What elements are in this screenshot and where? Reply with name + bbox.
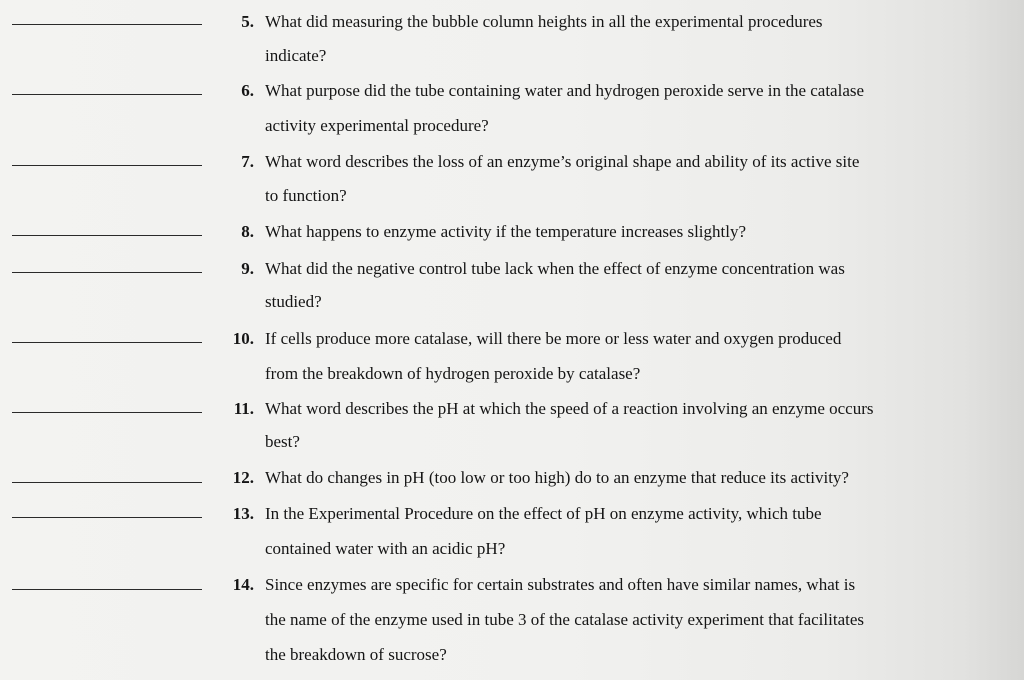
question-number: 13. xyxy=(232,504,254,523)
question-text-line: Since enzymes are specific for certain substrates and often have similar names, what is xyxy=(265,575,856,594)
answer-blank-11[interactable] xyxy=(12,412,202,413)
question-text-line: What do changes in pH (too low or too high) do to an enzyme that reduce its activity? xyxy=(265,468,849,487)
answer-blank-8[interactable] xyxy=(12,235,202,236)
question-text-line: the breakdown of sucrose? xyxy=(265,645,447,664)
question-number: 14. xyxy=(232,575,254,594)
question-number: 5. xyxy=(241,12,254,31)
question-text-line: What word describes the loss of an enzyme’s original shape and ability of its active site xyxy=(265,152,860,171)
answer-blank-10[interactable] xyxy=(12,342,202,343)
question-text-line: What purpose did the tube containing water and hydrogen peroxide serve in the catalase xyxy=(265,81,865,100)
question-text-line: If cells produce more catalase, will there be more or less water and oxygen produced xyxy=(265,329,842,348)
question-text-line: best? xyxy=(265,432,300,451)
answer-blank-12[interactable] xyxy=(12,482,202,483)
question-number: 11. xyxy=(233,399,254,418)
question-text-line: the name of the enzyme used in tube 3 of the catalase activity experiment that facilitates xyxy=(265,610,865,629)
question-number: 7. xyxy=(241,152,254,171)
question-text-line: from the breakdown of hydrogen peroxide by catalase? xyxy=(265,364,641,383)
question-number: 9. xyxy=(241,259,254,278)
question-text-line: to function? xyxy=(265,186,347,205)
question-text-line: What happens to enzyme activity if the temperature increases slightly? xyxy=(265,222,747,241)
answer-blank-14[interactable] xyxy=(12,589,202,590)
question-number: 12. xyxy=(232,468,254,487)
question-number: 10. xyxy=(232,329,254,348)
question-text-line: studied? xyxy=(265,292,322,311)
question-text-line: What word describes the pH at which the speed of a reaction involving an enzyme occurs xyxy=(265,399,874,418)
question-number: 8. xyxy=(241,222,254,241)
question-text-line: What did the negative control tube lack when the effect of enzyme concentration was xyxy=(265,259,845,278)
answer-blank-7[interactable] xyxy=(12,165,202,166)
question-text-line: What did measuring the bubble column heights in all the experimental procedures xyxy=(265,12,823,31)
answer-blank-13[interactable] xyxy=(12,517,202,518)
question-text-line: activity experimental procedure? xyxy=(265,116,489,135)
answer-blank-5[interactable] xyxy=(12,24,202,25)
answer-blank-9[interactable] xyxy=(12,272,202,273)
question-text-line: indicate? xyxy=(265,46,327,65)
answer-blank-6[interactable] xyxy=(12,94,202,95)
question-text-line: In the Experimental Procedure on the effect of pH on enzyme activity, which tube xyxy=(265,504,822,523)
question-text-line: contained water with an acidic pH? xyxy=(265,539,506,558)
question-number: 6. xyxy=(241,81,254,100)
